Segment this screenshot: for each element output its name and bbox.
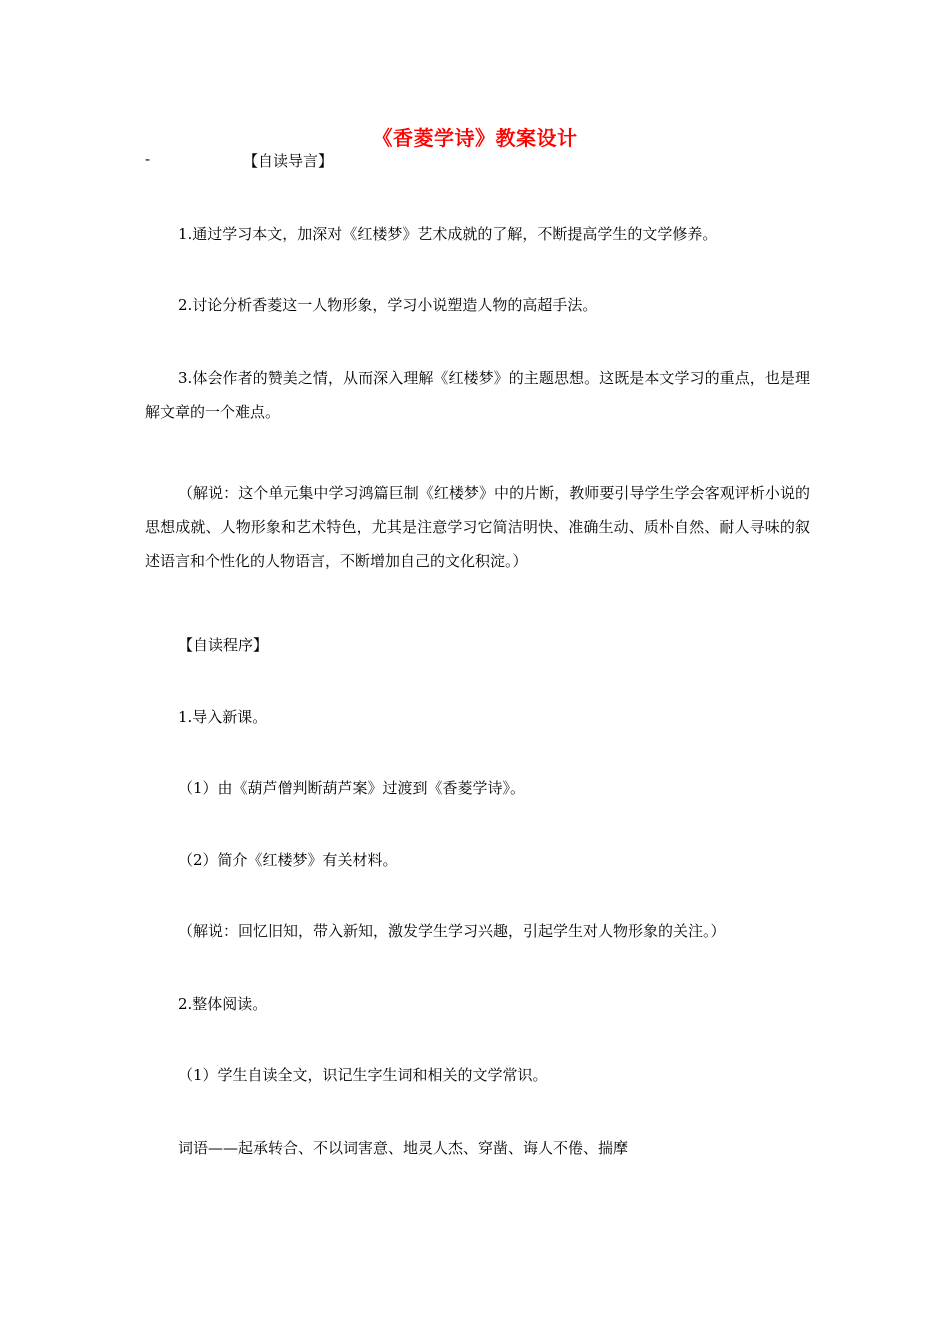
section-heading-intro: 【自读导言】: [243, 152, 334, 170]
note-2: （解说：回忆旧知，带入新知，激发学生学习兴趣，引起学生对人物形象的关注。）: [178, 922, 726, 940]
goal-3: 3.体会作者的赞美之情，从而深入理解《红楼梦》的主题思想。这既是本文学习的重点，也是理解文章的一个难点。: [145, 369, 810, 421]
step-1-a: （1）由《葫芦僧判断葫芦案》过渡到《香菱学诗》。: [178, 779, 526, 797]
goal-2: 2.讨论分析香菱这一人物形象，学习小说塑造人物的高超手法。: [178, 296, 598, 314]
note-1: （解说：这个单元集中学习鸿篇巨制《红楼梦》中的片断，教师要引导学生学会客观评析小说的思想成就、人物形象和艺术特色，尤其是注意学习它简洁明快、准确生动、质朴自然、耐人寻味的叙述语言和个性化的人物语言，不断增加自己的文化积淀。）: [145, 484, 810, 570]
section-heading-procedure: 【自读程序】: [178, 636, 269, 654]
goal-1: 1.通过学习本文，加深对《红楼梦》艺术成就的了解，不断提高学生的文学修养。: [178, 225, 718, 243]
step-2-a: （1）学生自读全文，识记生字生词和相关的文学常识。: [178, 1066, 548, 1084]
document-title: 《香菱学诗》教案设计: [372, 126, 578, 150]
dash-mark: -: [145, 150, 151, 168]
vocabulary-line: 词语——起承转合、不以词害意、地灵人杰、穿凿、诲人不倦、揣摩: [178, 1139, 629, 1157]
step-2: 2.整体阅读。: [178, 995, 268, 1013]
step-1-b: （2）简介《红楼梦》有关材料。: [178, 851, 398, 869]
step-1: 1.导入新课。: [178, 708, 268, 726]
